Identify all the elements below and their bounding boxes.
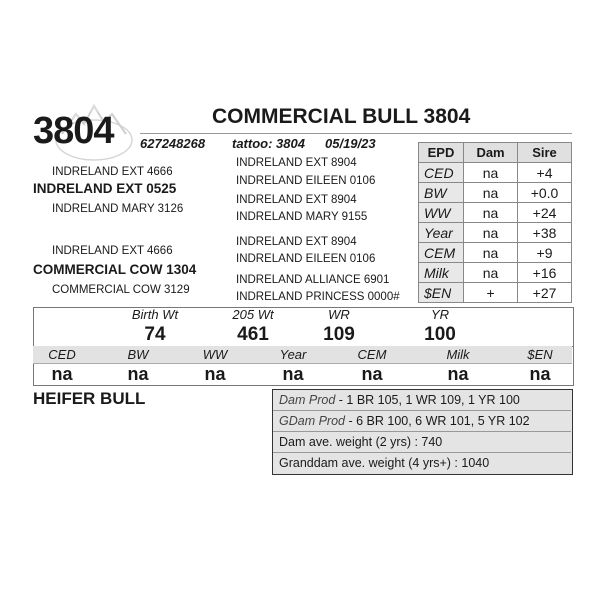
- sire-sire-sire: INDRELAND EXT 8904: [236, 157, 357, 169]
- epd-strip-value: na: [282, 364, 304, 384]
- sire-value: +16: [518, 263, 572, 283]
- dam-value: na: [464, 243, 518, 263]
- sire-value: +9: [518, 243, 572, 263]
- granddam-production: [279, 415, 530, 428]
- sire-dam: INDRELAND MARY 3126: [52, 203, 184, 215]
- notes-divider: [273, 410, 571, 411]
- epd-row: [419, 243, 572, 263]
- sire-dam-sire: INDRELAND EXT 8904: [236, 194, 357, 206]
- epd-strip-value: na: [447, 364, 469, 384]
- sire-dam-dam: INDRELAND MARY 9155: [236, 211, 368, 223]
- epd-strip-value: na: [204, 364, 226, 384]
- epd-label: Year: [419, 223, 464, 243]
- category-label: HEIFER BULL: [33, 389, 146, 408]
- notes-divider: [273, 452, 571, 453]
- epd-row: [419, 263, 572, 283]
- epd-row: [419, 223, 572, 243]
- dam-sire: INDRELAND EXT 4666: [52, 245, 173, 257]
- epd-strip-label: Year: [279, 347, 307, 362]
- sire-header: Sire: [518, 143, 572, 163]
- granddam-average-weight: Granddam ave. weight (4 yrs+) : 1040: [279, 456, 490, 470]
- epd-label: $EN: [419, 283, 464, 303]
- sire-sire: INDRELAND EXT 4666: [52, 166, 173, 178]
- performance-value: 74: [144, 324, 166, 345]
- epd-strip-label: BW: [127, 347, 149, 362]
- performance-value: 100: [424, 324, 456, 345]
- dam-sire-sire: INDRELAND EXT 8904: [236, 236, 357, 248]
- gdam-prod-value: - 6 BR 100, 6 WR 101, 5 YR 102: [345, 414, 530, 428]
- dam-sire-dam: INDRELAND EILEEN 0106: [236, 253, 376, 265]
- dam-prod-label: Dam Prod: [279, 393, 336, 407]
- sire-value: +0.0: [518, 183, 572, 203]
- epd-label: CED: [419, 163, 464, 183]
- performance-value: 461: [237, 324, 269, 345]
- epd-strip-value: na: [51, 364, 73, 384]
- epd-strip-label: Milk: [446, 347, 470, 362]
- epd-strip-value: na: [361, 364, 383, 384]
- dam-header: Dam: [464, 143, 518, 163]
- performance-label: YR: [430, 307, 450, 322]
- epd-strip-label: CEM: [357, 347, 387, 362]
- sire-sire-dam: INDRELAND EILEEN 0106: [236, 175, 376, 187]
- tattoo: tattoo: 3804: [232, 136, 305, 151]
- epd-table: [418, 142, 572, 303]
- performance-label: Birth Wt: [131, 307, 179, 322]
- performance-label: 205 Wt: [232, 307, 274, 322]
- epd-row: [419, 203, 572, 223]
- sire-value: +27: [518, 283, 572, 303]
- sire: INDRELAND EXT 0525: [33, 181, 177, 196]
- notes-divider: [273, 431, 571, 432]
- epd-strip-label: WW: [202, 347, 228, 362]
- dam-value: na: [464, 183, 518, 203]
- performance-value: 109: [323, 324, 355, 345]
- dam-prod-value: - 1 BR 105, 1 WR 109, 1 YR 100: [335, 393, 520, 407]
- dam-value: +: [464, 283, 518, 303]
- sire-value: +38: [518, 223, 572, 243]
- epd-label: CEM: [419, 243, 464, 263]
- sire-value: +4: [518, 163, 572, 183]
- epd-label: WW: [419, 203, 464, 223]
- dam: COMMERCIAL COW 1304: [33, 262, 197, 277]
- epd-table-header: [419, 143, 572, 163]
- dam-value: na: [464, 263, 518, 283]
- epd-row: [419, 283, 572, 303]
- dam-average-weight: Dam ave. weight (2 yrs) : 740: [279, 435, 443, 449]
- epd-label: Milk: [419, 263, 464, 283]
- performance-label: WR: [328, 307, 350, 322]
- dam-dam-dam: INDRELAND PRINCESS 0000#: [236, 291, 400, 303]
- dam-value: na: [464, 163, 518, 183]
- dam-value: na: [464, 223, 518, 243]
- epd-label: BW: [419, 183, 464, 203]
- epd-row: [419, 183, 572, 203]
- epd-row: [419, 163, 572, 183]
- epd-header: EPD: [419, 143, 464, 163]
- epd-strip-value: na: [127, 364, 149, 384]
- lot-number: 3804: [33, 110, 114, 152]
- epd-strip-label: CED: [48, 347, 76, 362]
- dam-production: [279, 394, 520, 407]
- lot-title: COMMERCIAL BULL 3804: [212, 105, 471, 128]
- sire-value: +24: [518, 203, 572, 223]
- gdam-prod-label: GDam Prod: [279, 414, 345, 428]
- dam-dam: COMMERCIAL COW 3129: [52, 284, 190, 296]
- epd-strip-value: na: [529, 364, 551, 384]
- dam-dam-sire: INDRELAND ALLIANCE 6901: [236, 274, 390, 286]
- birth-date: 05/19/23: [325, 136, 376, 151]
- dam-value: na: [464, 203, 518, 223]
- epd-strip-label: $EN: [527, 347, 553, 362]
- title-divider: [140, 133, 572, 134]
- registration-number: 627248268: [140, 136, 206, 151]
